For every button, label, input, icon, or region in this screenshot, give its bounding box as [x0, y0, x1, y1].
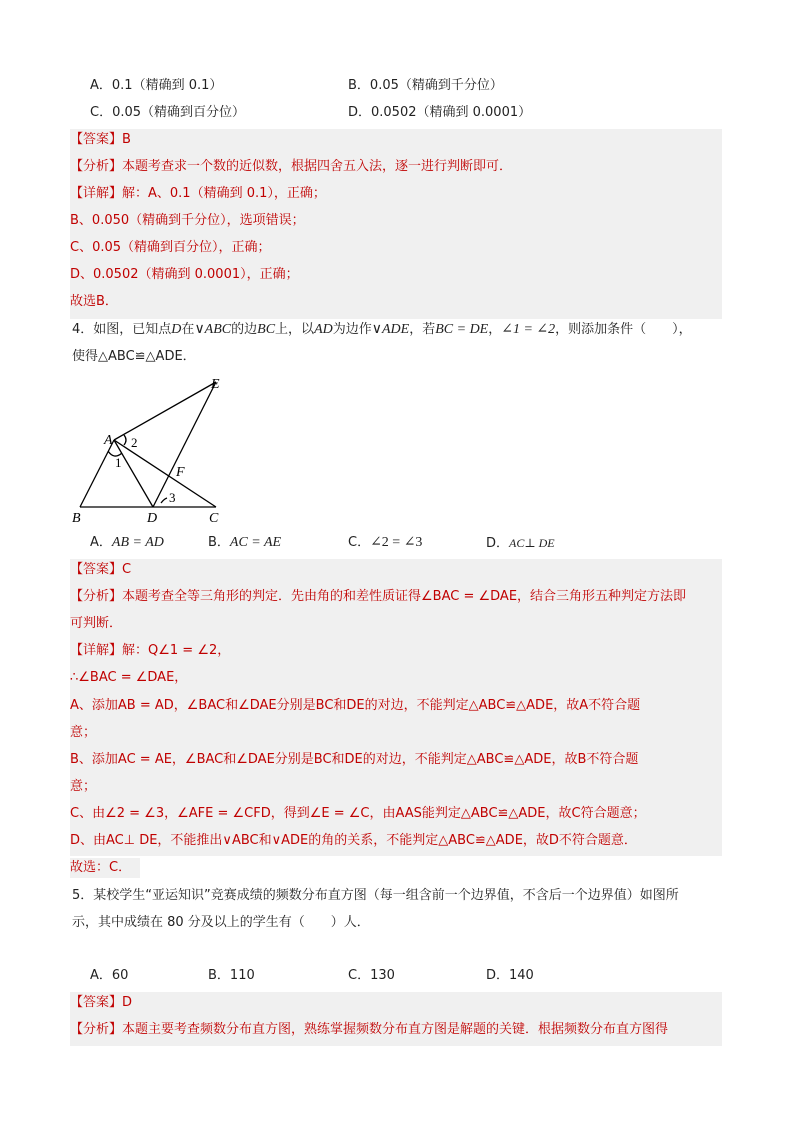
q4-detail-1	[70, 641, 230, 661]
q4-detail-c: C、由∠2 = ∠3，∠AFE = ∠CFD，得到∠E = ∠C，由AAS能判定△ABC≌△ADE，故C符合题意；	[70, 806, 646, 821]
option-label: B．	[208, 535, 230, 550]
answer-value: B	[122, 132, 131, 147]
label-angle-1: 1	[115, 455, 122, 470]
q4-stem-math: ∨ABC	[194, 322, 232, 337]
q4-detail-d: D、由AC⊥ DE，不能推出∨ABC和∨ADE的角的关系，不能判定△ABC≌△ADE，故D不符合题意．	[70, 833, 637, 848]
option-label: D．	[486, 536, 510, 551]
q4-detail-b2: 意；	[70, 779, 97, 794]
q3-detail-5: 故选B．	[70, 294, 118, 309]
q3-detail-1	[70, 184, 326, 204]
detail-text: 解：Q∠1 = ∠2，	[122, 643, 231, 658]
q4-detail-2: ∴∠BAC = ∠DAE，	[70, 670, 188, 685]
q4-detail-end: 故选：C．	[70, 858, 140, 878]
q5-analysis	[70, 1020, 668, 1040]
q3-option-c: C．0.05（精确到百分位）	[90, 105, 246, 120]
q5-option-d: D．140	[486, 968, 534, 983]
label-d: D	[147, 511, 158, 526]
detail-tag: 【详解】	[70, 643, 123, 658]
segment-de	[153, 382, 216, 507]
q4-stem-part: 在	[181, 322, 195, 337]
q3-option-d: D．0.0502（精确到 0.0001）	[348, 105, 532, 120]
answer-tag: 【答案】	[70, 562, 123, 577]
q4-stem-part: 上，以	[275, 322, 315, 337]
q4-stem-part: ，若	[409, 322, 436, 337]
q4-detail-a1: A、添加AB = AD，∠BAC和∠DAE分别是BC和DE的对边，不能判定△ABC≌△ADE，故A不符合题	[70, 698, 641, 713]
analysis-tag: 【分析】	[70, 589, 123, 604]
q4-option-b	[208, 533, 281, 553]
option-label: A．	[90, 535, 112, 550]
option-text: AC⊥ DE	[509, 536, 555, 550]
q4-stem-math: D	[171, 322, 182, 337]
q3-option-a: A．0.1（精确到 0.1）	[90, 78, 223, 93]
q4-stem-math: AD	[314, 322, 333, 337]
segment-ab	[80, 440, 114, 507]
q4-stem-math: BC = DE	[435, 322, 489, 337]
q3-detail-4: D、0.0502（精确到 0.0001），正确；	[70, 267, 299, 282]
segment-ac	[114, 440, 216, 507]
answer-value: D	[122, 995, 133, 1010]
q3-detail-2: B、0.050（精确到千分位），选项错误；	[70, 213, 305, 228]
q4-option-a	[90, 533, 164, 553]
q4-stem-part: 如图，已知点	[93, 322, 172, 337]
q5-option-c: C．130	[348, 968, 395, 983]
q5-stem-line2: 示，其中成绩在 80 分及以上的学生有（ ）人．	[72, 915, 370, 930]
angle-2-arc	[124, 435, 126, 445]
q4-answer	[70, 560, 131, 580]
option-text: ∠2 = ∠3	[370, 535, 423, 550]
q5-option-b: B．110	[208, 968, 255, 983]
q4-stem-math: ∨ADE	[371, 322, 410, 337]
q4-stem-math: BC	[257, 322, 276, 337]
option-text: AC = AE	[229, 535, 282, 550]
q4-stem-part: 为边作	[332, 322, 372, 337]
q4-analysis-2: 可判断．	[70, 616, 123, 631]
q4-stem-part: 的边	[231, 322, 258, 337]
label-angle-2: 2	[131, 435, 138, 450]
answer-value: C	[122, 562, 132, 577]
option-text: AB = AD	[111, 535, 164, 550]
answer-tag: 【答案】	[70, 995, 123, 1010]
label-e: E	[211, 377, 220, 392]
q3-answer	[70, 130, 131, 150]
label-f: F	[176, 465, 185, 480]
q3-detail-3: C、0.05（精确到百分位），正确；	[70, 240, 271, 255]
q5-stem-line1: 5．某校学生“亚运知识”竞赛成绩的频数分布直方图（每一组含前一个边界值，不含后一个边界值）如图所	[72, 888, 679, 903]
q4-stem-part: ，则添加条件（ ），	[555, 322, 692, 337]
q4-analysis-1	[70, 587, 686, 607]
q4-detail-a2: 意；	[70, 725, 97, 740]
answer-tag: 【答案】	[70, 132, 123, 147]
q4-option-d	[486, 533, 555, 554]
q4-stem-part: ，	[488, 322, 502, 337]
detail-text: 解：A、0.1（精确到 0.1），正确；	[122, 186, 326, 201]
q3-option-b: B．0.05（精确到千分位）	[348, 78, 503, 93]
q4-stem-line2: 使得△ABC≌△ADE．	[72, 349, 196, 364]
q4-detail-b1: B、添加AC = AE，∠BAC和∠DAE分别是BC和DE的对边，不能判定△ABC≌△ADE，故B不符合题	[70, 752, 639, 767]
q4-stem-math: ∠1 = ∠2	[501, 322, 556, 337]
analysis-text: 本题考查全等三角形的判定．先由角的和差性质证得∠BAC = ∠DAE，结合三角形五种判定方法即	[122, 589, 687, 604]
angle-3-arc	[161, 498, 167, 503]
analysis-text: 本题主要考查频数分布直方图，熟练掌握频数分布直方图是解题的关键．根据频数分布直方图得	[122, 1022, 669, 1037]
q3-analysis	[70, 157, 512, 177]
label-angle-3: 3	[169, 490, 176, 505]
analysis-text: 本题考查求一个数的近似数，根据四舍五入法，逐一进行判断即可．	[122, 159, 513, 174]
label-b: B	[72, 511, 81, 526]
q4-number: 4．	[72, 322, 94, 337]
option-label: C．	[348, 535, 371, 550]
detail-tag: 【详解】	[70, 186, 123, 201]
q4-geometry-figure	[66, 372, 236, 527]
q4-option-c	[348, 533, 422, 553]
analysis-tag: 【分析】	[70, 1022, 123, 1037]
analysis-tag: 【分析】	[70, 159, 123, 174]
q5-answer	[70, 993, 132, 1013]
segment-ad	[114, 440, 153, 507]
q5-option-a: A．60	[90, 968, 129, 983]
label-c: C	[209, 511, 219, 526]
label-a: A	[104, 433, 113, 448]
q4-stem-line1	[72, 320, 692, 340]
